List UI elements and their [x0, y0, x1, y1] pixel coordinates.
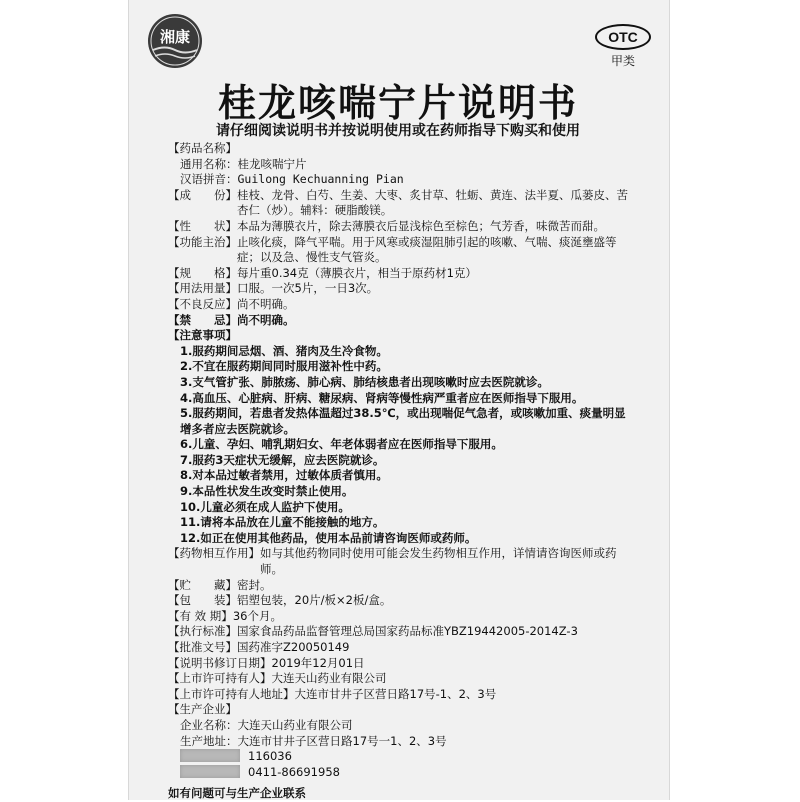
- mah-row: [168, 671, 630, 687]
- manufacturer-address-value: 大连市甘井子区营日路17号一1、2、3号: [237, 733, 447, 748]
- brand-logo: [145, 12, 205, 70]
- revision-date-label: 【说明书修订日期】: [168, 655, 272, 670]
- precaution-item: 9.本品性状发生改变时禁止使用。: [180, 484, 354, 499]
- precaution-item: 8.对本品过敏者禁用，过敏体质者慎用。: [180, 468, 388, 483]
- precaution-item: 10.儿童必须在成人监护下使用。: [180, 499, 350, 514]
- contraindications-label: 【禁 忌】: [168, 312, 237, 327]
- interactions-label: 【药物相互作用】: [168, 546, 260, 561]
- redacted-label: [180, 749, 240, 762]
- description-row: [168, 219, 630, 235]
- redacted-label: [180, 765, 240, 778]
- section-manufacturer: 【生产企业】: [168, 702, 237, 717]
- approval-row: [168, 640, 630, 656]
- specification-value: 每片重0.34克（薄膜衣片，相当于原药材1克）: [237, 265, 477, 280]
- storage-row: [168, 578, 630, 594]
- footer-note: 如有问题可与生产企业联系: [168, 786, 306, 801]
- otc-badge: [594, 24, 652, 69]
- ingredients-label: 【成 份】: [168, 187, 237, 202]
- package-label: 【包 装】: [168, 593, 237, 608]
- dosage-value: 口服。一次5片，一日3次。: [237, 281, 379, 296]
- ingredients-value: 桂枝、龙骨、白芍、生姜、大枣、炙甘草、牡蛎、黄连、法半夏、瓜蒌皮、苦杏仁（炒）。辅料：硬脂酸镁。: [237, 187, 628, 218]
- validity-value: 36个月。: [232, 608, 282, 623]
- pinyin-row: [168, 172, 630, 188]
- precaution-item: 5.服药期间，若患者发热体温超过38.5℃，或出现喘促气急者，或咳嗽加重、痰量明显增多者应去医院就诊。: [180, 406, 626, 436]
- manufacturer-address-row: [168, 734, 630, 750]
- approval-label: 【批准文号】: [168, 640, 237, 654]
- adverse-reactions-label: 【不良反应】: [168, 296, 237, 311]
- standard-value: 国家食品药品监督管理总局国家药品标准YBZ19442005-2014Z-3: [237, 624, 578, 639]
- precaution-item: 4.高血压、心脏病、肝病、糖尿病、肾病等慢性病严重者应在医师指导下服用。: [180, 390, 584, 405]
- specification-label: 【规 格】: [168, 265, 237, 280]
- description-label: 【性 状】: [168, 218, 237, 233]
- manufacturer-name-value: 大连天山药业有限公司: [237, 717, 353, 732]
- adverse-reactions-row: [168, 297, 630, 313]
- specification-row: [168, 266, 630, 282]
- document-title: 桂龙咳喘宁片说明书: [217, 81, 578, 125]
- generic-name-label: 通用名称：: [180, 156, 238, 171]
- precaution-item: 1.服药期间忌烟、酒、猪肉及生冷食物。: [180, 343, 388, 358]
- mah-address-label: 【上市许可持有人地址】: [168, 686, 295, 701]
- pinyin-label: 汉语拼音：: [180, 172, 238, 187]
- logo-text: 湘康: [159, 28, 191, 46]
- mah-address-row: [168, 687, 630, 703]
- package-row: [168, 593, 630, 609]
- contraindications-value: 尚不明确。: [237, 312, 295, 327]
- standard-row: [168, 624, 630, 640]
- validity-label: 【有 效 期】: [168, 608, 233, 623]
- standard-label: 【执行标准】: [168, 624, 237, 639]
- section-precautions: 【注意事项】: [168, 328, 237, 343]
- interactions-row: [168, 546, 630, 577]
- generic-name-value: 桂龙咳喘宁片: [237, 156, 307, 171]
- adverse-reactions-value: 尚不明确。: [237, 296, 295, 311]
- precautions-list: [168, 344, 630, 547]
- storage-label: 【贮 藏】: [168, 577, 237, 592]
- precaution-item: 6.儿童、孕妇、哺乳期妇女、年老体弱者应在医师指导下服用。: [180, 437, 503, 452]
- precaution-item: 3.支气管扩张、肺脓疡、肺心病、肺结核患者出现咳嗽时应去医院就诊。: [180, 374, 549, 389]
- indications-value: 止咳化痰，降气平喘。用于风寒或痰湿阻肺引起的咳嗽、气喘、痰涎壅盛等症；以及急、慢性支气管炎。: [237, 234, 617, 265]
- validity-row: [168, 609, 630, 625]
- indications-label: 【功能主治】: [168, 234, 237, 249]
- mah-address-value: 大连市甘井子区营日路17号-1、2、3号: [294, 686, 497, 701]
- revision-date-value: 2019年12月01日: [271, 655, 365, 670]
- manufacturer-address-label: 生产地址：: [180, 733, 238, 748]
- description-value: 本品为薄膜衣片，除去薄膜衣后显浅棕色至棕色；气芳香，味微苦而甜。: [237, 218, 605, 233]
- storage-value: 密封。: [237, 577, 272, 592]
- precaution-item: 12.如正在使用其他药品，使用本品前请咨询医师或药师。: [180, 530, 477, 545]
- manufacturer-name-row: [168, 718, 630, 734]
- ingredients-row: [168, 188, 630, 219]
- precaution-item: 7.服药3天症状无缓解，应去医院就诊。: [180, 452, 385, 467]
- generic-name-row: [168, 157, 630, 173]
- phone-row: [168, 765, 630, 781]
- revision-date-row: [168, 656, 630, 672]
- otc-class: 甲类: [610, 54, 635, 68]
- precaution-item: 11.请将本品放在儿童不能接触的地方。: [180, 515, 385, 530]
- document-subtitle: 请仔细阅读说明书并按说明使用或在药师指导下购买和使用: [216, 123, 580, 139]
- contraindications-row: [168, 313, 630, 329]
- phone-value: 0411-86691958: [248, 764, 340, 779]
- postcode-row: [168, 749, 630, 765]
- interactions-value: 如与其他药物同时使用可能会发生药物相互作用，详情请咨询医师或药师。: [260, 546, 617, 577]
- approval-value: 国药准字Z20050149: [237, 640, 350, 654]
- postcode-value: 116036: [248, 749, 292, 764]
- precaution-item: 2.不宜在服药期间同时服用滋补性中药。: [180, 359, 388, 374]
- manufacturer-name-label: 企业名称：: [180, 717, 238, 732]
- package-value: 铝塑包装，20片/板×2板/盒。: [237, 593, 392, 608]
- section-drug-name: 【药品名称】: [168, 141, 237, 155]
- pinyin-value: Guilong Kechuanning Pian: [237, 172, 404, 187]
- dosage-row: [168, 281, 630, 297]
- dosage-label: 【用法用量】: [168, 281, 237, 296]
- leaflet-body: [168, 141, 630, 802]
- indications-row: [168, 235, 630, 266]
- otc-label: OTC: [595, 24, 651, 50]
- mah-label: 【上市许可持有人】: [168, 671, 272, 686]
- mah-value: 大连天山药业有限公司: [271, 671, 387, 686]
